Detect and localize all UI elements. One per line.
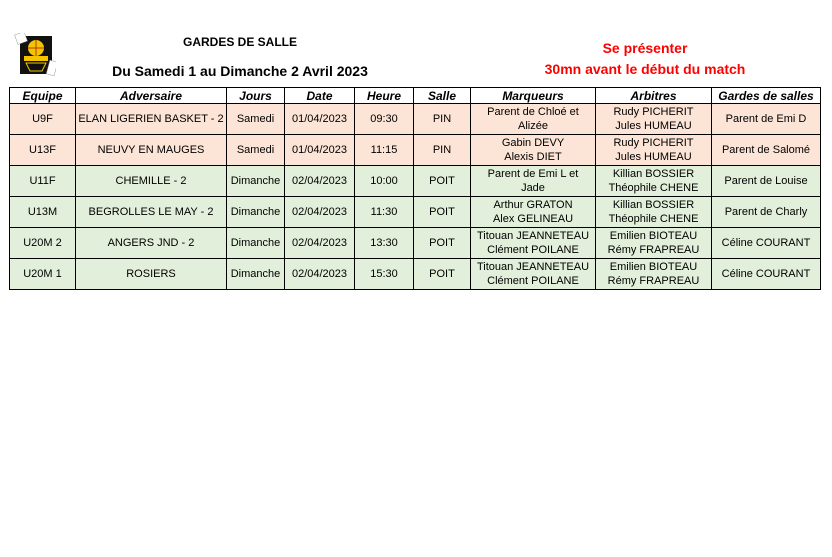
scorers-cell xyxy=(471,197,596,228)
referee-name: Rémy FRAPREAU xyxy=(607,244,700,256)
date-range-subtitle: Du Samedi 1 au Dimanche 2 Avril 2023 xyxy=(112,63,368,79)
scorer-name: Alizée xyxy=(518,120,548,132)
time-cell: 13:30 xyxy=(355,228,414,259)
scorer-name: Alexis DIET xyxy=(504,151,562,163)
referees-cell xyxy=(596,228,712,259)
scorer-name: Clément POILANE xyxy=(487,244,579,256)
scorers-cell xyxy=(471,135,596,166)
referee-name: Emilien BIOTEAU xyxy=(609,230,698,242)
team-cell: U9F xyxy=(10,104,76,135)
opponent-cell: NEUVY EN MAUGES xyxy=(76,135,227,166)
scorers-cell xyxy=(471,228,596,259)
scorer-name: Alex GELINEAU xyxy=(492,213,574,225)
scorer-name: Arthur GRATON xyxy=(493,199,573,211)
arrival-notice xyxy=(520,38,770,80)
opponent-cell: CHEMILLE - 2 xyxy=(76,166,227,197)
notice-line: Se présenter xyxy=(602,40,688,56)
date-cell: 02/04/2023 xyxy=(285,197,355,228)
schedule-table xyxy=(9,87,821,290)
hall-guard-cell: Céline COURANT xyxy=(712,259,821,290)
team-cell: U13M xyxy=(10,197,76,228)
opponent-cell: ROSIERS xyxy=(76,259,227,290)
scorer-name: Titouan JEANNETEAU xyxy=(476,261,590,273)
column-header: Adversaire xyxy=(76,88,227,104)
referee-name: Killian BOSSIER xyxy=(612,199,695,211)
opponent-cell: ELAN LIGERIEN BASKET - 2 xyxy=(76,104,227,135)
table-row xyxy=(10,166,821,197)
referees-cell xyxy=(596,135,712,166)
club-logo-icon xyxy=(14,33,56,77)
time-cell: 11:15 xyxy=(355,135,414,166)
column-header: Arbitres xyxy=(596,88,712,104)
date-cell: 02/04/2023 xyxy=(285,259,355,290)
time-cell: 15:30 xyxy=(355,259,414,290)
referee-name: Rémy FRAPREAU xyxy=(607,275,700,287)
day-cell: Samedi xyxy=(227,104,285,135)
column-header: Equipe xyxy=(10,88,76,104)
column-header: Jours xyxy=(227,88,285,104)
time-cell: 11:30 xyxy=(355,197,414,228)
day-cell: Dimanche xyxy=(227,228,285,259)
table-row xyxy=(10,228,821,259)
scorers-cell xyxy=(471,259,596,290)
table-row xyxy=(10,197,821,228)
column-header: Heure xyxy=(355,88,414,104)
hall-guard-cell: Parent de Louise xyxy=(712,166,821,197)
venue-cell: POIT xyxy=(414,228,471,259)
scorer-name: Titouan JEANNETEAU xyxy=(476,230,590,242)
day-cell: Dimanche xyxy=(227,197,285,228)
column-header: Gardes de salles xyxy=(712,88,821,104)
opponent-cell: ANGERS JND - 2 xyxy=(76,228,227,259)
referee-name: Jules HUMEAU xyxy=(615,120,692,132)
page-title: GARDES DE SALLE xyxy=(182,35,297,49)
scorers-cell xyxy=(471,166,596,197)
date-cell: 01/04/2023 xyxy=(285,104,355,135)
scorer-name: Gabin DEVY xyxy=(501,137,565,149)
referee-name: Théophile CHENE xyxy=(608,182,699,194)
venue-cell: PIN xyxy=(414,135,471,166)
column-header: Salle xyxy=(414,88,471,104)
referee-name: Rudy PICHERIT xyxy=(613,106,694,118)
opponent-cell: BEGROLLES LE MAY - 2 xyxy=(76,197,227,228)
hall-guard-cell: Parent de Salomé xyxy=(712,135,821,166)
referees-cell xyxy=(596,104,712,135)
referee-name: Emilien BIOTEAU xyxy=(609,261,698,273)
venue-cell: PIN xyxy=(414,104,471,135)
team-cell: U20M 2 xyxy=(10,228,76,259)
scorer-name: Parent de Emi L et xyxy=(487,168,579,180)
time-cell: 09:30 xyxy=(355,104,414,135)
time-cell: 10:00 xyxy=(355,166,414,197)
referee-name: Jules HUMEAU xyxy=(615,151,692,163)
day-cell: Samedi xyxy=(227,135,285,166)
date-cell: 02/04/2023 xyxy=(285,166,355,197)
hall-guard-cell: Céline COURANT xyxy=(712,228,821,259)
hall-guard-cell: Parent de Emi D xyxy=(712,104,821,135)
date-cell: 02/04/2023 xyxy=(285,228,355,259)
referees-cell xyxy=(596,197,712,228)
referees-cell xyxy=(596,166,712,197)
scorer-name: Clément POILANE xyxy=(487,275,579,287)
day-cell: Dimanche xyxy=(227,166,285,197)
venue-cell: POIT xyxy=(414,197,471,228)
column-header: Marqueurs xyxy=(471,88,596,104)
venue-cell: POIT xyxy=(414,166,471,197)
scorers-cell xyxy=(471,104,596,135)
scorer-name: Parent de Chloé et xyxy=(487,106,579,118)
date-cell: 01/04/2023 xyxy=(285,135,355,166)
column-header: Date xyxy=(285,88,355,104)
referee-name: Rudy PICHERIT xyxy=(613,137,694,149)
day-cell: Dimanche xyxy=(227,259,285,290)
table-header-row xyxy=(10,88,821,104)
table-row xyxy=(10,135,821,166)
referee-name: Théophile CHENE xyxy=(608,213,699,225)
hall-guard-cell: Parent de Charly xyxy=(712,197,821,228)
table-row xyxy=(10,259,821,290)
referee-name: Killian BOSSIER xyxy=(612,168,695,180)
team-cell: U13F xyxy=(10,135,76,166)
notice-line: 30mn avant le début du match xyxy=(544,61,746,77)
table-row xyxy=(10,104,821,135)
referees-cell xyxy=(596,259,712,290)
venue-cell: POIT xyxy=(414,259,471,290)
team-cell: U11F xyxy=(10,166,76,197)
scorer-name: Jade xyxy=(521,182,545,194)
team-cell: U20M 1 xyxy=(10,259,76,290)
